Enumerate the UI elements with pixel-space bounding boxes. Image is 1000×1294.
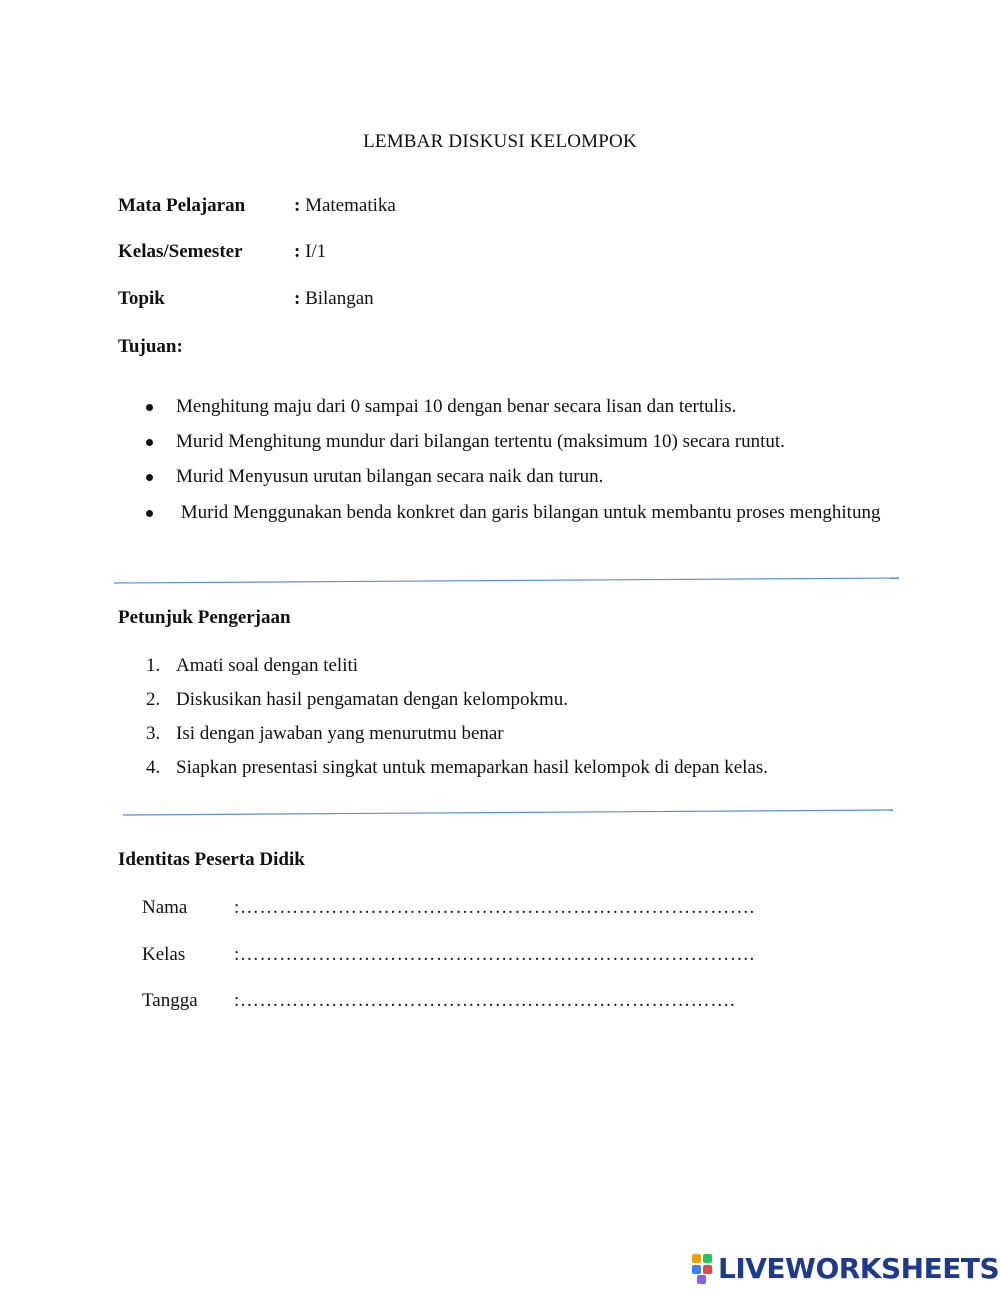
meta-label: Mata Pelajaran: [118, 195, 246, 216]
divider-line-top: [114, 578, 899, 583]
meta-value-text: Matematika: [305, 195, 396, 216]
instruction-text: Siapkan presentasi singkat untuk memaparkan hasil kelompok di depan kelas.: [176, 757, 769, 778]
field-label: Kelas: [142, 944, 186, 965]
meta-label: Kelas/Semester: [118, 241, 243, 262]
meta-colon: :: [294, 195, 301, 216]
meta-colon: :: [294, 288, 301, 309]
meta-value-text: Bilangan: [305, 288, 374, 309]
bullet-icon: [146, 510, 153, 517]
meta-value: [294, 241, 326, 263]
goal-text: Menghitung maju dari 0 sampai 10 dengan benar secara lisan dan tertulis.: [176, 396, 737, 417]
fill-in-line[interactable]: :…………………………………………………………………….: [234, 897, 755, 918]
bullet-icon: [146, 474, 153, 481]
field-label: Tangga: [142, 990, 198, 1011]
meta-label: Topik: [118, 288, 165, 309]
meta-value-text: I/1: [305, 241, 327, 262]
liveworksheets-logo: [692, 1252, 999, 1286]
bullet-icon: [146, 404, 153, 411]
fill-in-line[interactable]: :………………………………………………………………….: [234, 990, 736, 1011]
instruction-text: Isi dengan jawaban yang menurutmu benar: [176, 723, 504, 744]
instruction-text: Amati soal dengan teliti: [176, 655, 359, 676]
meta-value: [294, 195, 396, 217]
instruction-number: 2.: [146, 689, 161, 710]
identity-heading: Identitas Peserta Didik: [118, 849, 305, 870]
goal-text: Murid Menyusun urutan bilangan secara naik dan turun.: [176, 466, 604, 487]
instruction-number: 1.: [146, 655, 161, 676]
meta-value: [294, 288, 374, 310]
divider-line-bottom: [123, 810, 893, 815]
instruction-text: Diskusikan hasil pengamatan dengan kelompokmu.: [176, 689, 569, 710]
instruction-number: 3.: [146, 723, 161, 744]
field-label: Nama: [142, 897, 188, 918]
logo-text: LIVEWORKSHEETS: [718, 1252, 1000, 1285]
instruction-number: 4.: [146, 757, 161, 778]
page-title: LEMBAR DISKUSI KELOMPOK: [363, 131, 637, 152]
fill-in-line[interactable]: :…………………………………………………………………….: [234, 944, 755, 965]
bullet-icon: [146, 439, 153, 446]
liveworksheets-logo-icon: [692, 1254, 714, 1284]
goals-heading: Tujuan:: [118, 336, 183, 357]
goal-text: Murid Menggunakan benda konkret dan garis bilangan untuk membantu proses menghitung: [176, 502, 881, 523]
instructions-heading: Petunjuk Pengerjaan: [118, 607, 291, 628]
goal-text: Murid Menghitung mundur dari bilangan tertentu (maksimum 10) secara runtut.: [176, 431, 785, 452]
meta-colon: :: [294, 241, 301, 262]
